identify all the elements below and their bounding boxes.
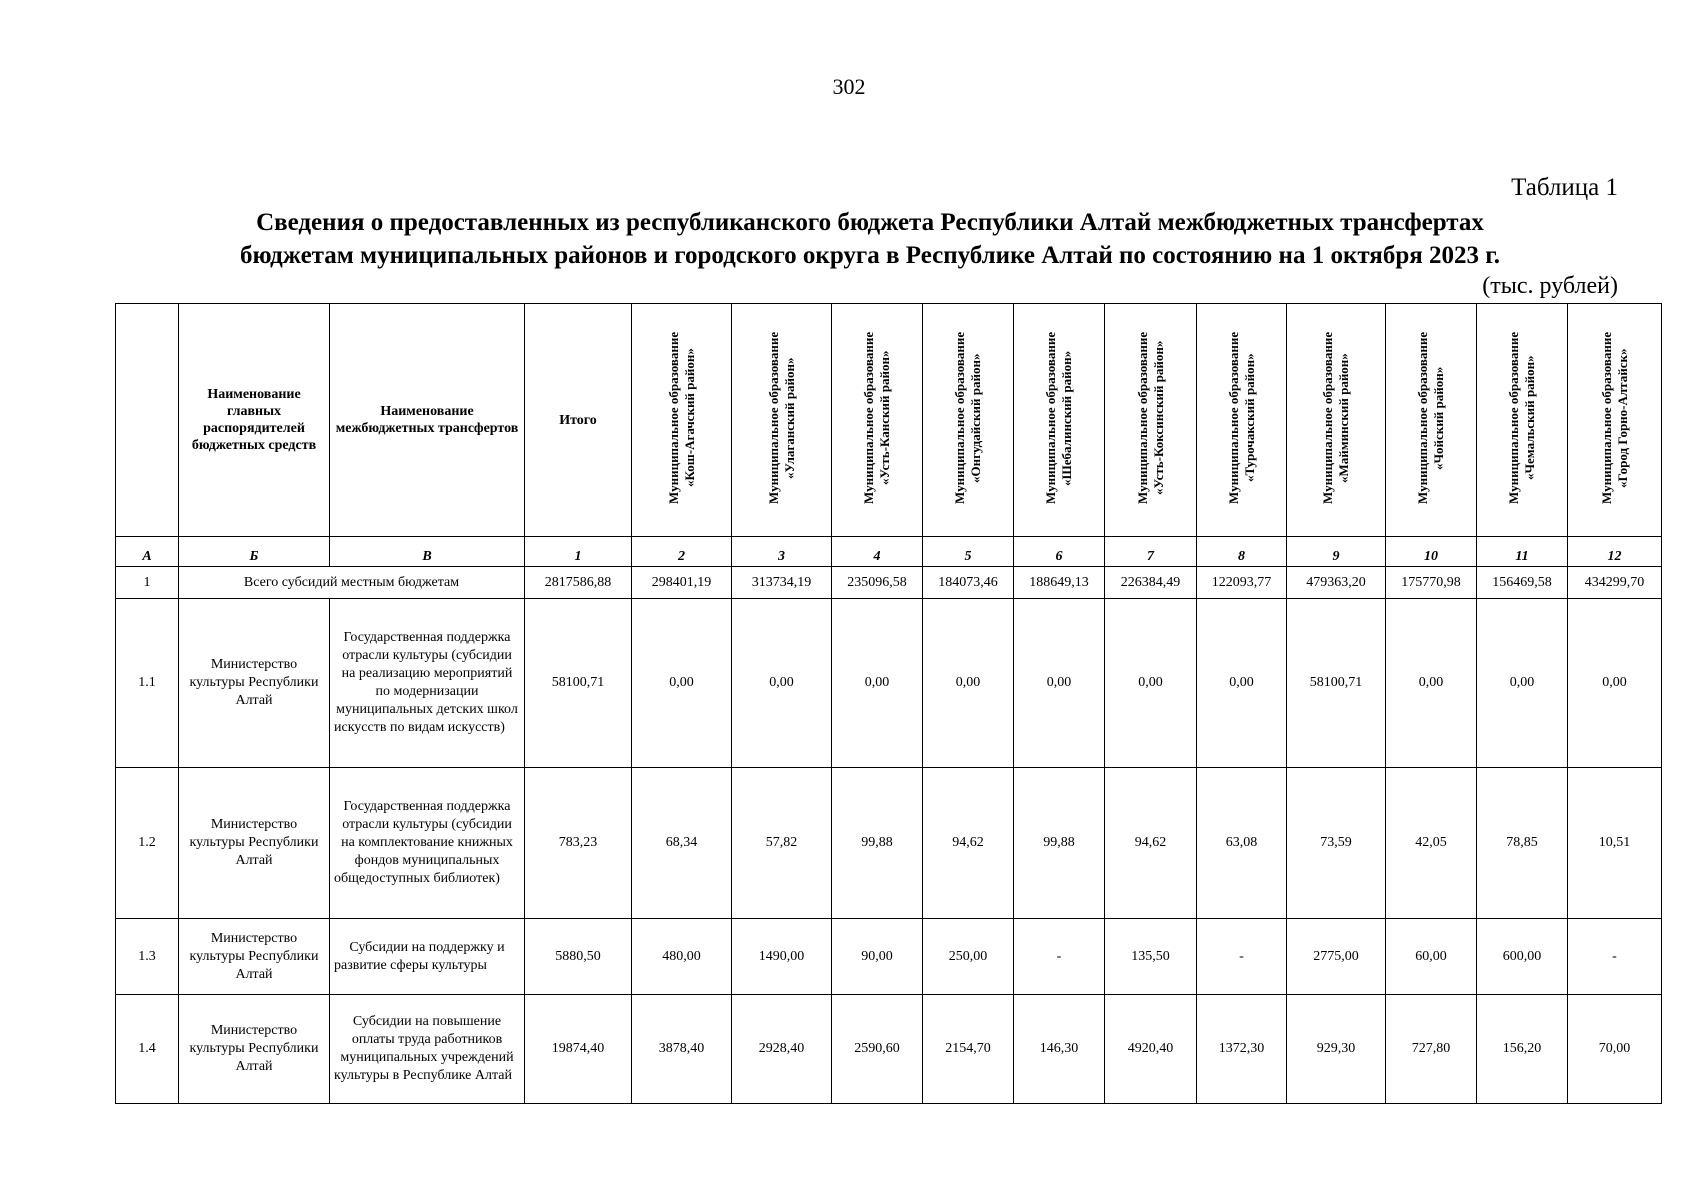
value-cell: 0,00: [1386, 599, 1477, 768]
value-cell: 90,00: [832, 919, 923, 995]
table-row: [116, 599, 1662, 768]
column-letter: 8: [1197, 537, 1287, 567]
title-line-1: Сведения о предоставленных из республиканского бюджета Республики Алтай межбюджетных трансфертах: [256, 209, 1484, 236]
header-district: Муниципальное образование «Чойский район»: [1386, 304, 1477, 537]
header-district: Муниципальное образование «Кош-Агачский район»: [632, 304, 732, 537]
value-cell: 68,34: [632, 768, 732, 919]
value-cell: 1490,00: [732, 919, 832, 995]
value-cell: 94,62: [1105, 768, 1197, 919]
value-cell: 188649,13: [1014, 567, 1105, 599]
header-district: Муниципальное образование «Онгудайский район»: [923, 304, 1014, 537]
document-title: [120, 206, 1620, 272]
value-cell: 235096,58: [832, 567, 923, 599]
column-letter: 4: [832, 537, 923, 567]
transfer-cell: Государственная поддержка отрасли культуры (субсидии на реализацию мероприятий по модернизации муниципальных детских школ искусств по видам искусств): [330, 599, 525, 768]
column-letter: 1: [525, 537, 632, 567]
value-cell: 0,00: [1477, 599, 1568, 768]
value-cell: 2775,00: [1287, 919, 1386, 995]
column-letter: 7: [1105, 537, 1197, 567]
value-cell: 0,00: [1105, 599, 1197, 768]
value-cell: 0,00: [1197, 599, 1287, 768]
value-cell: 4920,40: [1105, 995, 1197, 1104]
value-cell: 2928,40: [732, 995, 832, 1104]
transfer-cell: Субсидии на повышение оплаты труда работников муниципальных учреждений культуры в Республике Алтай: [330, 995, 525, 1104]
value-cell: 42,05: [1386, 768, 1477, 919]
value-cell: 146,30: [1014, 995, 1105, 1104]
transfers-table: [115, 303, 1662, 1104]
value-cell: 63,08: [1197, 768, 1287, 919]
column-letter: 12: [1568, 537, 1662, 567]
column-letters-row: [116, 537, 1662, 567]
transfer-cell: Субсидии на поддержку и развитие сферы культуры: [330, 919, 525, 995]
header-district: Муниципальное образование «Улаганский район»: [732, 304, 832, 537]
value-cell: -: [1568, 919, 1662, 995]
transfer-cell: Государственная поддержка отрасли культуры (субсидии на комплектование книжных фондов муниципальных общедоступных библиотек): [330, 768, 525, 919]
value-cell: 1372,30: [1197, 995, 1287, 1104]
value-cell: 298401,19: [632, 567, 732, 599]
value-cell: 2817586,88: [525, 567, 632, 599]
value-cell: -: [1197, 919, 1287, 995]
table-row: [116, 768, 1662, 919]
value-cell: -: [1014, 919, 1105, 995]
value-cell: 0,00: [1568, 599, 1662, 768]
value-cell: 99,88: [832, 768, 923, 919]
row-number: 1.4: [116, 995, 179, 1104]
column-letter: 5: [923, 537, 1014, 567]
column-letter: 10: [1386, 537, 1477, 567]
total-row: [116, 567, 1662, 599]
column-letter: 3: [732, 537, 832, 567]
value-cell: 78,85: [1477, 768, 1568, 919]
value-cell: 0,00: [632, 599, 732, 768]
value-cell: 135,50: [1105, 919, 1197, 995]
admin-cell: Министерство культуры Республики Алтай: [179, 599, 330, 768]
header-district: Муниципальное образование «Майминский район»: [1287, 304, 1386, 537]
value-cell: 250,00: [923, 919, 1014, 995]
value-cell: 0,00: [832, 599, 923, 768]
value-cell: 175770,98: [1386, 567, 1477, 599]
column-letter: А: [116, 537, 179, 567]
header-district: Муниципальное образование «Усть-Канский район»: [832, 304, 923, 537]
header-district: Муниципальное образование «Усть-Коксинский район»: [1105, 304, 1197, 537]
column-letter: 11: [1477, 537, 1568, 567]
column-letter: 9: [1287, 537, 1386, 567]
row-number: 1.3: [116, 919, 179, 995]
value-cell: 727,80: [1386, 995, 1477, 1104]
value-cell: 0,00: [1014, 599, 1105, 768]
value-cell: 2154,70: [923, 995, 1014, 1104]
table-row: [116, 919, 1662, 995]
value-cell: 60,00: [1386, 919, 1477, 995]
value-cell: 0,00: [923, 599, 1014, 768]
total-row-label: Всего субсидий местным бюджетам: [179, 567, 525, 599]
column-letter: 6: [1014, 537, 1105, 567]
value-cell: 226384,49: [1105, 567, 1197, 599]
value-cell: 929,30: [1287, 995, 1386, 1104]
header-row: [116, 304, 1662, 537]
row-number: 1.2: [116, 768, 179, 919]
value-cell: 70,00: [1568, 995, 1662, 1104]
value-cell: 184073,46: [923, 567, 1014, 599]
value-cell: 73,59: [1287, 768, 1386, 919]
header-transfer: Наименование межбюджетных трансфертов: [330, 304, 525, 537]
value-cell: 5880,50: [525, 919, 632, 995]
value-cell: 434299,70: [1568, 567, 1662, 599]
admin-cell: Министерство культуры Республики Алтай: [179, 768, 330, 919]
header-district: Муниципальное образование «Чемальский район»: [1477, 304, 1568, 537]
value-cell: 0,00: [732, 599, 832, 768]
value-cell: 479363,20: [1287, 567, 1386, 599]
admin-cell: Министерство культуры Республики Алтай: [179, 919, 330, 995]
header-district: Муниципальное образование «Шебалинский район»: [1014, 304, 1105, 537]
row-number: 1.1: [116, 599, 179, 768]
value-cell: 156,20: [1477, 995, 1568, 1104]
value-cell: 19874,40: [525, 995, 632, 1104]
value-cell: 58100,71: [525, 599, 632, 768]
admin-cell: Министерство культуры Республики Алтай: [179, 995, 330, 1104]
value-cell: 122093,77: [1197, 567, 1287, 599]
title-line-2: бюджетам муниципальных районов и городского округа в Республике Алтай по состоянию на 1 октября 2023 г.: [239, 242, 1501, 269]
value-cell: 480,00: [632, 919, 732, 995]
header-district: Муниципальное образование «Город Горно-Алтайск»: [1568, 304, 1662, 537]
units-label: (тыс. рублей): [1482, 273, 1618, 299]
value-cell: 313734,19: [732, 567, 832, 599]
column-letter: 2: [632, 537, 732, 567]
value-cell: 156469,58: [1477, 567, 1568, 599]
value-cell: 2590,60: [832, 995, 923, 1104]
value-cell: 3878,40: [632, 995, 732, 1104]
table-label: Таблица 1: [1511, 174, 1618, 201]
value-cell: 58100,71: [1287, 599, 1386, 768]
header-district: Муниципальное образование «Турочакский район»: [1197, 304, 1287, 537]
value-cell: 57,82: [732, 768, 832, 919]
header-admin: Наименование главных распорядителей бюджетных средств: [179, 304, 330, 537]
column-letter: Б: [179, 537, 330, 567]
value-cell: 10,51: [1568, 768, 1662, 919]
value-cell: 783,23: [525, 768, 632, 919]
header-cell-number: [116, 304, 179, 537]
row-number: 1: [116, 567, 179, 599]
value-cell: 99,88: [1014, 768, 1105, 919]
column-letter: В: [330, 537, 525, 567]
table-row: [116, 995, 1662, 1104]
value-cell: 94,62: [923, 768, 1014, 919]
value-cell: 600,00: [1477, 919, 1568, 995]
page-number: 302: [832, 74, 866, 99]
header-total: Итого: [525, 304, 632, 537]
